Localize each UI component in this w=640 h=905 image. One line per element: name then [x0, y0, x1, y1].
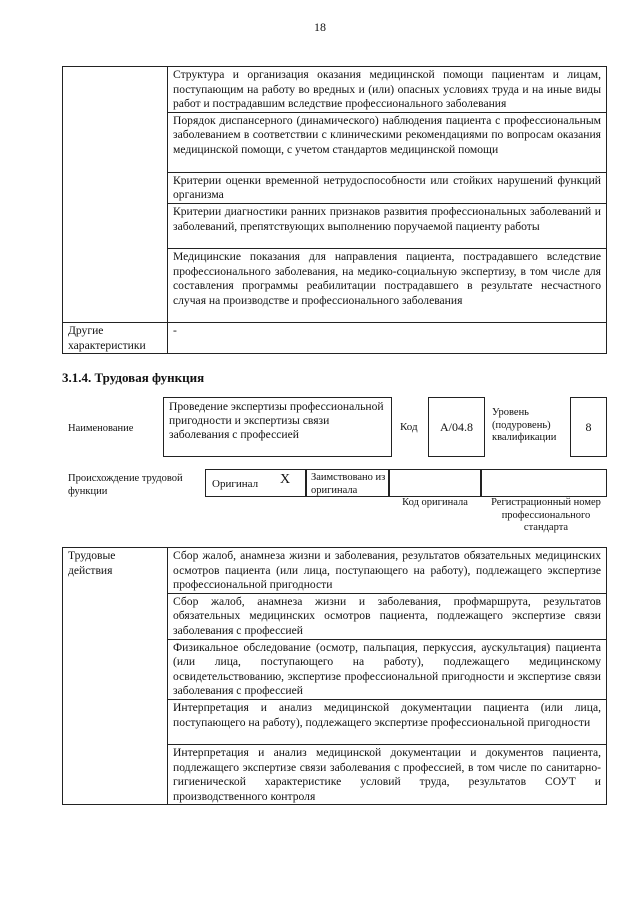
page-number: 18 — [314, 20, 326, 34]
knowledge-item: Критерии оценки временной нетрудоспособности или стойких нарушений функций организма — [168, 172, 607, 203]
level-label: Уровень (подуровень) квалификации — [492, 407, 557, 443]
labor-action-item: Интерпретация и анализ медицинской документации пациента (или лица, поступающего на работу), подлежащего экспертизе профессиональной пригодности — [168, 699, 607, 744]
knowledge-table — [62, 66, 607, 354]
registration-number-box — [481, 469, 607, 497]
knowledge-item: Структура и организация оказания медицинской помощи пациентам и лицам, поступающим на работу во вредных и (или) опасных условиях труда и на иные виды работ и пострадавшим вследствие профессионального заболевания — [168, 67, 607, 113]
function-code-box: A/04.8 — [428, 397, 485, 457]
original-code-box — [389, 469, 481, 497]
original-label: Оригинал — [212, 478, 259, 490]
name-label: Наименование — [68, 423, 134, 434]
function-name-box: Проведение экспертизы профессиональной пригодности и экспертизы связи заболевания с профессией — [163, 397, 392, 457]
other-characteristics-label: Другие характеристики — [63, 322, 168, 353]
original-mark: X — [280, 472, 291, 487]
labor-action-item: Физикальное обследование (осмотр, пальпация, перкуссия, аускультация) пациента (или лица, поступающего на работу), подлежащего медицинскому освидетельствованию, экспертизе профессиональной пригодности и экспертизе связи заболевания с профессией — [168, 639, 607, 699]
code-label: Код — [400, 421, 418, 433]
section-heading: 3.1.4. Трудовая функция — [62, 370, 205, 385]
knowledge-item: Критерии диагностики ранних признаков развития профессиональных заболеваний и заболеваний, препятствующих выполнению поручаемой пациенту работы — [168, 203, 607, 248]
labor-actions-table — [62, 547, 607, 805]
registration-caption: Регистрационный номер профессионального стандарта — [491, 497, 601, 533]
labor-action-item: Сбор жалоб, анамнеза жизни и заболевания, профмаршрута, результатов обязательных медицинских осмотров пациента, подлежащего экспертизе связи заболевания с профессией — [168, 593, 607, 639]
borrowed-label: Заимствовано из оригинала — [311, 472, 386, 496]
level-value-box: 8 — [570, 397, 607, 457]
labor-action-item: Интерпретация и анализ медицинской документации и документов пациента, подлежащего экспертизе связи заболевания с профессией, в том числе по санитарно-гигиенической характеристике условий труда, результатов СОУТ и производственного контроля — [168, 744, 607, 804]
knowledge-item: Медицинские показания для направления пациента, пострадавшего вследствие профессионального заболевания, на медико-социальную экспертизу, в том числе для составления программы реабилитации пострадавшего в результате несчастного случая на производстве и профессионального заболевания — [168, 248, 607, 322]
knowledge-item: Порядок диспансерного (динамического) наблюдения пациента с профессиональным заболеванием в соответствии с клиническими рекомендациями по вопросам оказания медицинской помощи, с учетом стандартов медицинской помощи — [168, 112, 607, 172]
knowledge-label-cell — [63, 67, 168, 323]
origin-label: Происхождение трудовой функции — [68, 473, 183, 497]
code-caption: Код оригинала — [402, 497, 468, 508]
labor-actions-label: Трудовые действия — [63, 548, 168, 805]
other-characteristics-value: - — [168, 322, 607, 353]
labor-action-item: Сбор жалоб, анамнеза жизни и заболевания, результатов обязательных медицинских осмотров пациента (или лица, поступающего на работу), подлежащего экспертизе профессиональной пригодности — [168, 548, 607, 594]
